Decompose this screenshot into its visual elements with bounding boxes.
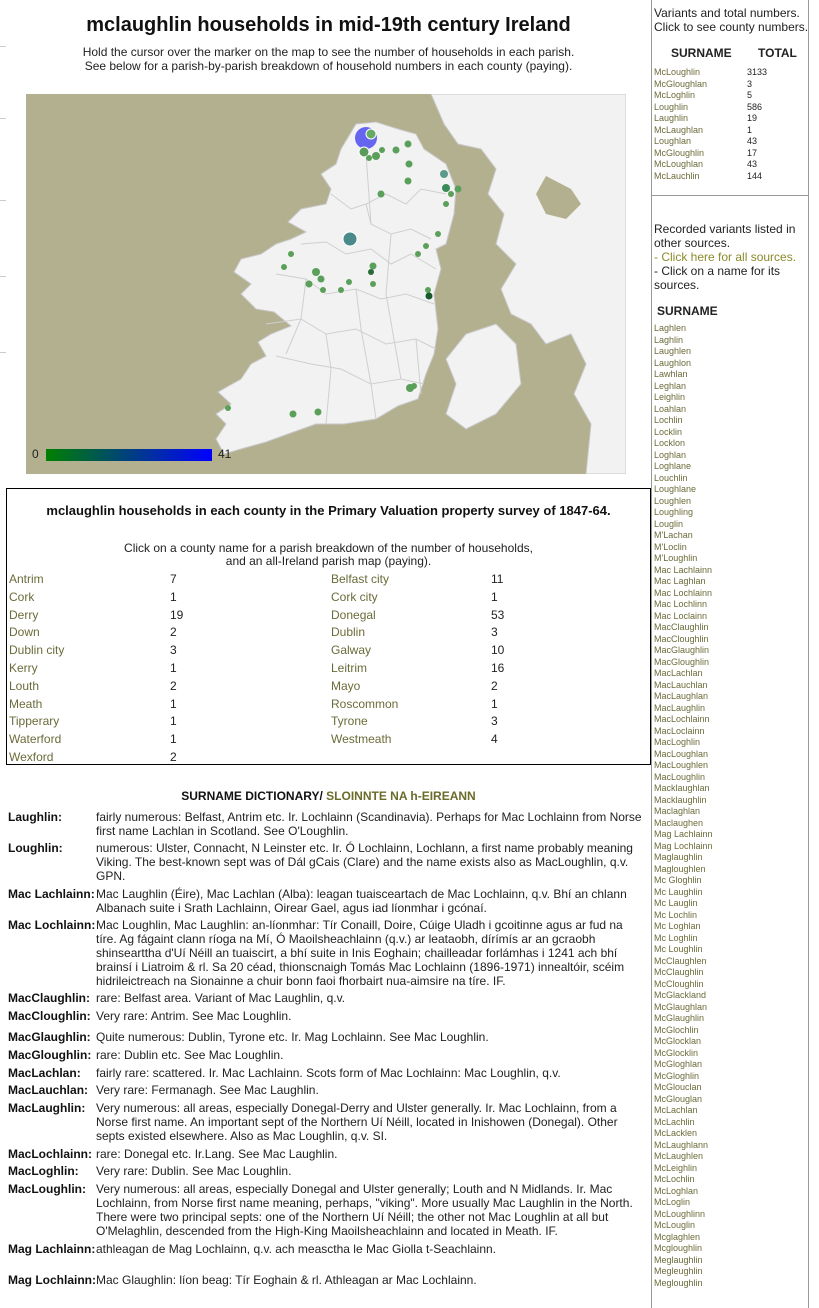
surname-link[interactable]: Macklaughlan [654,783,710,793]
dictionary-definition: Very numerous: all areas, especially Donegal and Ulster generally; Louth and N Midlands. Ir. Mac Lochlainn, from Norse first name meaning, perhaps, "viking". More usually Mac Laughlin in the North. There were two principal septs: one of the Northern Uí Néill; the other not Mac Loughlin at all but O'Melaghlin, descended from the High-King Maoilsheachlainn and located in Meath. IF. [96,1182,633,1238]
marker[interactable] [435,231,441,237]
variant-total: 3 [747,78,753,89]
county-table-title: mclaughlin households in each county in the Primary Valuation property survey of 1847-64. [46,503,611,518]
county-link-donegal[interactable]: Donegal [331,607,376,622]
variants-intro [654,6,814,34]
variant-row[interactable] [654,90,804,102]
county-link-dublin[interactable]: Dublin [331,625,366,640]
surname-link[interactable]: McLeighlin [654,1162,698,1173]
surname-link[interactable]: Laughlen [654,346,692,356]
dictionary-definition: Mac Loughlin, Mac Laughlin: an-líonmhar: Tír Conaill, Doire, Cúige Uladh i gcoitinne agus ar fud na tíre. Ag fágaint clann ríoga na Mí, Ó Maoilsheachlainn (q.v.) ar leataobh, dírímís ar an gcraobh shinsearttha d'Uí Néill an tuaiscirt, a bhí suite in Inis Eoghain; chailleadar forlámhas i 1241 ach bhí brainsí i Liatroim & rl. Sa 20 céad, thionscnaigh Tomás Mac Lochlainn (1896-1971) innealtóir, scéim hidrileictreach na Sionainne a chuir bonn faoi fhorbairt nua-aimsire na tíre. IF. [96,918,625,988]
county-count: 16 [491,661,505,675]
surname-link[interactable]: Mc Lauglin [654,898,698,908]
surname-link[interactable]: M'Loclin [654,541,687,552]
county-link-galway[interactable]: Galway [331,643,372,658]
county-count: 53 [491,607,505,622]
dictionary-term: Laughlin: [8,810,62,824]
surname-link[interactable]: Mag Lochlainn [654,840,713,851]
variant-name-link[interactable]: Loughlan [654,136,692,146]
surname-link[interactable]: Loughlen [654,495,692,506]
dictionary-term: MacLaughlin: [8,1101,86,1115]
marker[interactable] [443,201,449,207]
surname-link[interactable]: Loughling [654,507,694,517]
dictionary-term: MacCloughlin: [8,1009,91,1023]
marker[interactable] [372,152,380,160]
surname-link[interactable]: Loughlane [654,484,697,494]
marker[interactable] [379,147,385,153]
surname-link[interactable]: Mc Loghlan [654,921,701,931]
surname-link[interactable]: Macklaughlin [654,794,707,805]
dictionary-definition: Very rare: Antrim. See Mac Loughlin. [96,1009,292,1023]
marker[interactable] [281,264,287,270]
variant-name-link[interactable]: McLoughlan [654,159,704,169]
surname-link[interactable]: McLaughlen [654,1151,704,1161]
marker[interactable] [320,287,326,293]
variant-row[interactable] [654,136,804,148]
surname-link[interactable]: Mag Lachlainn [654,829,713,839]
dictionary-term: Mac Lachlainn: [8,887,95,901]
surname-link[interactable]: MacCloughlin [654,633,709,644]
surname-link[interactable]: Mcgloughlin [654,1243,703,1253]
county-link-derry[interactable]: Derry [9,607,39,622]
county-count: 19 [170,607,184,622]
county-link-wexford[interactable]: Wexford [9,750,54,764]
surname-link[interactable]: Mc Gloghlin [654,875,702,885]
surname-link[interactable]: Maglaughlin [654,852,703,862]
dictionary-term: MacLauchlan: [8,1083,89,1097]
county-count: 7 [170,572,177,586]
variant-row[interactable] [654,148,804,160]
map-instructions-2: See below for a parish-by-parish breakdown of household numbers in each county (paying). [84,59,573,73]
variant-name-link[interactable]: McGloughlin [654,147,705,158]
variant-name-link[interactable]: McLoughlin [654,67,701,77]
surname-link[interactable]: MacLoclainn [654,725,705,736]
marker[interactable] [426,293,433,300]
surname-list-heading: SURNAME [657,304,718,318]
marker[interactable] [315,409,322,416]
dictionary-term: MacGlaughlin: [8,1030,91,1044]
variant-total: 19 [747,113,758,123]
surname-link[interactable]: Louglin [654,518,684,529]
surname-link[interactable]: Mc Laughlin [654,886,703,897]
county-count: 3 [170,643,177,658]
surname-link[interactable]: MacLoughlen [654,760,709,770]
county-count: 1 [170,661,177,675]
surname-link[interactable]: MacClaughlin [654,622,709,632]
surname-link[interactable]: MacLachlan [654,668,703,678]
legend-min: 0 [32,447,39,461]
surname-link[interactable]: M'Loughlin [654,553,698,563]
surname-link[interactable]: McGloghlan [654,1059,703,1069]
surname-link[interactable]: McLachlan [654,1105,698,1115]
surname-link[interactable]: Leghlan [654,380,687,391]
surname-link[interactable]: Maclaughen [654,817,704,828]
county-count: 11 [491,572,504,586]
surname-link[interactable]: McLoghlan [654,1185,699,1196]
surname-link[interactable]: McGlouglan [654,1093,703,1104]
surname-link[interactable]: McLoughlinn [654,1208,706,1219]
county-instructions: Click on a county name for a parish breakdown of the number of households, [124,541,533,555]
variant-name-link[interactable]: McLaughlan [654,124,704,135]
marker[interactable] [411,383,417,389]
surname-link[interactable]: MacLauchlan [654,679,708,690]
dictionary-term: Loughlin: [8,841,63,855]
surname-link[interactable]: MacLochlainn [654,714,710,724]
surname-link[interactable]: Megleughlin [654,1266,703,1276]
variant-row[interactable] [654,113,804,125]
sidebar [651,0,809,1308]
marker[interactable] [455,186,462,193]
county-count: 1 [491,696,498,711]
county-count: 1 [170,696,177,711]
dictionary-definition: rare: Dublin etc. See Mac Loughlin. [96,1048,284,1062]
marker[interactable] [306,281,313,288]
county-count: 2 [170,678,177,693]
county-link-westmeath[interactable]: Westmeath [331,732,392,747]
county-count: 2 [170,750,177,764]
surname-link[interactable]: McLachlin [654,1116,695,1127]
county-link-louth[interactable]: Louth [9,678,40,693]
county-link-waterford[interactable]: Waterford [9,732,62,747]
surname-link[interactable]: Mac Lochlainn [654,587,713,598]
marker[interactable] [288,251,294,257]
surname-link[interactable]: McLaughlann [654,1139,709,1150]
dictionary-definition: Mac Glaughlin: líon beag: Tír Eoghain & rl. Athleagan ar Mac Lochlainn. [96,1273,477,1287]
dictionary-term: Mac Lochlainn: [8,918,96,932]
surname-link[interactable]: McLoglin [654,1197,691,1207]
surname-link[interactable]: McGlouclan [654,1082,702,1092]
surname-link[interactable]: McGlochlin [654,1024,699,1035]
dictionary-definition: Mac Laughlin (Éire), Mac Lachlan (Alba): leagan tuaisceartach de Mac Lochlainn, q.v. Bhí an chlann Albanach suite i Srath Lachlainn, Oirear Gael, agus iad líonmhar i gcónaí. [96,887,627,915]
dictionary-term: Mag Lachlainn: [8,1242,96,1256]
surname-link[interactable]: McClaughlen [654,955,707,966]
variant-total: 144 [747,170,763,181]
dictionary-definition: fairly numerous: Belfast, Antrim etc. Ir. Lochlainn (Scandinavia). Perhaps for Mac Lochlainn from Norse first name Lachlan in Scotland. See O'Loughlin. [96,810,642,838]
surname-link[interactable]: Mac Loclainn [654,610,708,621]
other-sources-hint: - Click on a name for its sources. [654,264,781,292]
surname-link[interactable]: Laghlin [654,334,684,345]
variant-name-link[interactable]: Laughlin [654,113,689,123]
marker[interactable] [405,141,412,148]
surname-link[interactable]: Mc Loughlin [654,944,703,954]
county-count: 10 [491,643,505,658]
surname-link[interactable]: Loahlan [654,403,687,414]
variant-total: 43 [747,159,758,169]
marker[interactable] [366,129,376,139]
surname-link[interactable]: McLacklen [654,1128,698,1138]
surname-link[interactable]: MacGloughlin [654,656,710,667]
surname-link[interactable]: McGlaughlan [654,1001,708,1012]
variant-total: 586 [747,101,763,112]
county-count: 1 [170,732,177,747]
marker[interactable] [440,170,448,178]
surname-link[interactable]: McLochlin [654,1174,695,1184]
dictionary-definition: rare: Belfast area. Variant of Mac Laughlin, q.v. [96,991,346,1005]
variant-total: 1 [747,124,753,135]
variant-row[interactable] [654,159,804,171]
county-count: 1 [170,714,177,729]
surname-link[interactable]: Megloughlin [654,1277,703,1288]
variant-row[interactable] [654,67,804,79]
surname-link[interactable]: Magloughlen [654,863,706,874]
county-count: 2 [491,678,498,693]
county-link-down[interactable]: Down [9,625,40,640]
dictionary-definition: Very numerous: all areas, especially Donegal-Derry and Ulster generally. Ir. Mac Lochlainn, from a Norse first name. An important sept of the Northern Uí Néill, located in Inishowen (Donegal). Other septs existed elsewhere. Also as Mac Loughlin, q.v. SI. [96,1101,618,1143]
variant-total: 17 [747,147,758,158]
marker[interactable] [448,191,454,197]
col-total: TOTAL [758,46,797,60]
dictionary-definition: fairly rare: scattered. Ir. Mac Lachlainn. Scots form of Mac Lochlainn: Mac Loughlin, q.v. [96,1066,561,1080]
surname-link[interactable]: Mac Lachlainn [654,564,713,575]
marker[interactable] [366,155,372,161]
other-sources-text: Recorded variants listed in other sources. [654,222,796,250]
surname-link[interactable]: McGlaughlin [654,1013,705,1023]
dictionary-definition: Quite numerous: Dublin, Tyrone etc. Ir. Mag Lochlainn. See Mac Loughlin. [96,1030,489,1044]
county-link-cork[interactable]: Cork [9,589,35,604]
variant-total: 5 [747,90,753,100]
legend-max: 41 [218,447,232,461]
dictionary-definition: Very rare: Fermanagh. See Mac Laughlin. [96,1083,319,1097]
surname-link[interactable]: Maclaghlan [654,806,701,816]
surname-link[interactable]: Locklin [654,426,683,437]
dictionary-term: MacLachlan: [8,1066,81,1080]
county-link-antrim[interactable]: Antrim [9,572,44,586]
variants-intro-line1: Variants and total numbers. [654,6,800,20]
variant-row[interactable] [654,125,804,137]
county-count: 1 [170,589,177,604]
county-link-tipperary[interactable]: Tipperary [9,714,60,729]
dictionary-heading [0,789,657,803]
marker[interactable] [338,287,344,293]
county-count: 2 [170,625,177,640]
dictionary-term: MacLoughlin: [8,1182,86,1196]
surname-link[interactable]: Loghlane [654,461,692,471]
variants-intro-line2: Click to see county numbers. [654,20,809,34]
surname-link[interactable]: MacLoughlan [654,748,709,759]
surname-link[interactable]: McCloughlin [654,978,704,989]
marker[interactable] [406,161,413,168]
variant-name-link[interactable]: McLauchlin [654,170,700,181]
surname-link[interactable]: McGloghlin [654,1070,700,1081]
wales-landmass [446,324,521,429]
surname-link[interactable]: Louchlin [654,472,688,483]
surname-link[interactable]: McLouglin [654,1220,696,1230]
county-link-meath[interactable]: Meath [9,696,43,711]
dictionary-heading-irish-link[interactable]: SLOINNTE NA h-EIREANN [326,789,476,803]
surname-link[interactable]: Mc Loghlin [654,932,698,943]
map-canvas[interactable] [26,94,626,474]
marker[interactable] [225,405,231,411]
county-count: 4 [491,732,498,747]
dictionary-definition: athleagan de Mag Lochlainn, q.v. ach meascthа le Mac Giolla t-Seachlainn. [96,1242,497,1256]
dictionary-term: MacLochlainn: [8,1147,93,1161]
ireland-map[interactable] [26,94,626,474]
county-count: 1 [491,589,498,604]
surname-link[interactable]: MacLaughlan [654,691,709,701]
county-link-roscommon[interactable]: Roscommon [331,696,399,711]
variant-row[interactable] [654,171,804,183]
variant-name-link[interactable]: Loughlin [654,101,689,112]
marker[interactable] [393,147,400,154]
county-count: 3 [491,714,498,729]
surname-link[interactable]: Mc Lochlin [654,909,698,920]
variant-row[interactable] [654,102,804,114]
county-table [6,488,651,765]
marker[interactable] [370,281,376,287]
surname-link[interactable]: Laghlen [654,323,687,333]
dictionary-definition: numerous: Ulster, Connacht, N Leinster etc. Ir. Ó Lochlainn, Lochlann, a first name probably meaning Viking. The best-known sept was of Dál gCais (Clare) and the name exists also as MacLoughlin, q.v. GPN. [96,841,633,883]
surname-link[interactable]: Lawhlan [654,369,688,379]
other-sources-intro [654,222,810,292]
county-link-mayo[interactable]: Mayo [331,678,361,693]
map-instructions: Hold the cursor over the marker on the map to see the number of households in each parish. [82,45,575,59]
variant-name-link[interactable]: McLoghlin [654,90,696,100]
dictionary-definition: rare: Donegal etc. Ir.Lang. See Mac Laughlin. [96,1147,338,1161]
surname-link[interactable]: Loghlan [654,449,687,460]
surname-link[interactable]: Laughlon [654,357,692,368]
surname-link[interactable]: McGlocklan [654,1036,702,1046]
marker[interactable] [346,279,352,285]
dictionary-definition: Very rare: Dublin. See Mac Loughlin. [96,1164,292,1178]
surname-link[interactable]: Lochlin [654,415,683,425]
marker[interactable] [378,191,385,198]
marker[interactable] [425,287,431,293]
ireland-landmass [216,122,456,454]
county-count: 3 [491,625,498,640]
county-link-kerry[interactable]: Kerry [9,661,38,675]
surname-link[interactable]: Mcglaghlen [654,1231,701,1242]
county-link-leitrim[interactable]: Leitrim [331,661,368,675]
marker[interactable] [370,263,377,270]
surname-link[interactable]: McGlocklin [654,1047,699,1058]
surname-link[interactable]: MacGlaughlin [654,645,710,655]
surname-link[interactable]: McClaughlin [654,967,704,977]
surname-link[interactable]: M'Lachan [654,530,693,540]
page-title: mclaughlin households in mid-19th century Ireland [86,14,571,36]
county-link-belfast-city[interactable]: Belfast city [331,572,390,586]
marker[interactable] [415,251,421,257]
marker-medium[interactable] [343,232,357,246]
marker[interactable] [318,276,325,283]
all-sources-link[interactable]: - Click here for all sources. [654,250,797,264]
surname-link[interactable]: Mac Laghlan [654,576,706,586]
marker[interactable] [423,243,429,249]
county-link-dublin-city[interactable]: Dublin city [9,643,65,658]
marker[interactable] [368,269,374,275]
county-link-cork-city[interactable]: Cork city [331,589,378,604]
variant-total: 3133 [747,67,768,77]
variant-name-link[interactable]: McGloughlan [654,78,708,89]
surname-link[interactable]: MacLoghlin [654,737,701,747]
marker[interactable] [290,411,297,418]
surname-link[interactable]: Meglaughlin [654,1254,703,1265]
variant-total: 43 [747,136,758,146]
marker[interactable] [405,178,412,185]
surname-link[interactable]: Locklon [654,438,686,448]
marker[interactable] [442,184,450,192]
dictionary-heading-english: SURNAME DICTIONARY/ [181,789,323,803]
surname-link[interactable]: Leighlin [654,392,686,402]
marker[interactable] [312,268,320,276]
surname-link[interactable]: McGlackland [654,990,707,1000]
county-instructions-2: and an all-Ireland parish map (paying). [225,554,432,568]
county-link-tyrone[interactable]: Tyrone [331,714,368,729]
surname-link[interactable]: MacLoughlin [654,771,706,782]
legend-gradient [46,449,212,461]
dictionary-term: MacGloughlin: [8,1048,92,1062]
surname-link[interactable]: Mac Lochlinn [654,599,708,609]
dictionary-term: MacLoghlin: [8,1164,79,1178]
dictionary-term: Mag Lochlainn: [8,1273,96,1287]
col-surname: SURNAME [671,46,732,60]
surname-link[interactable]: MacLaughlin [654,702,706,713]
dictionary-term: MacClaughlin: [8,991,91,1005]
variant-row[interactable] [654,79,804,91]
